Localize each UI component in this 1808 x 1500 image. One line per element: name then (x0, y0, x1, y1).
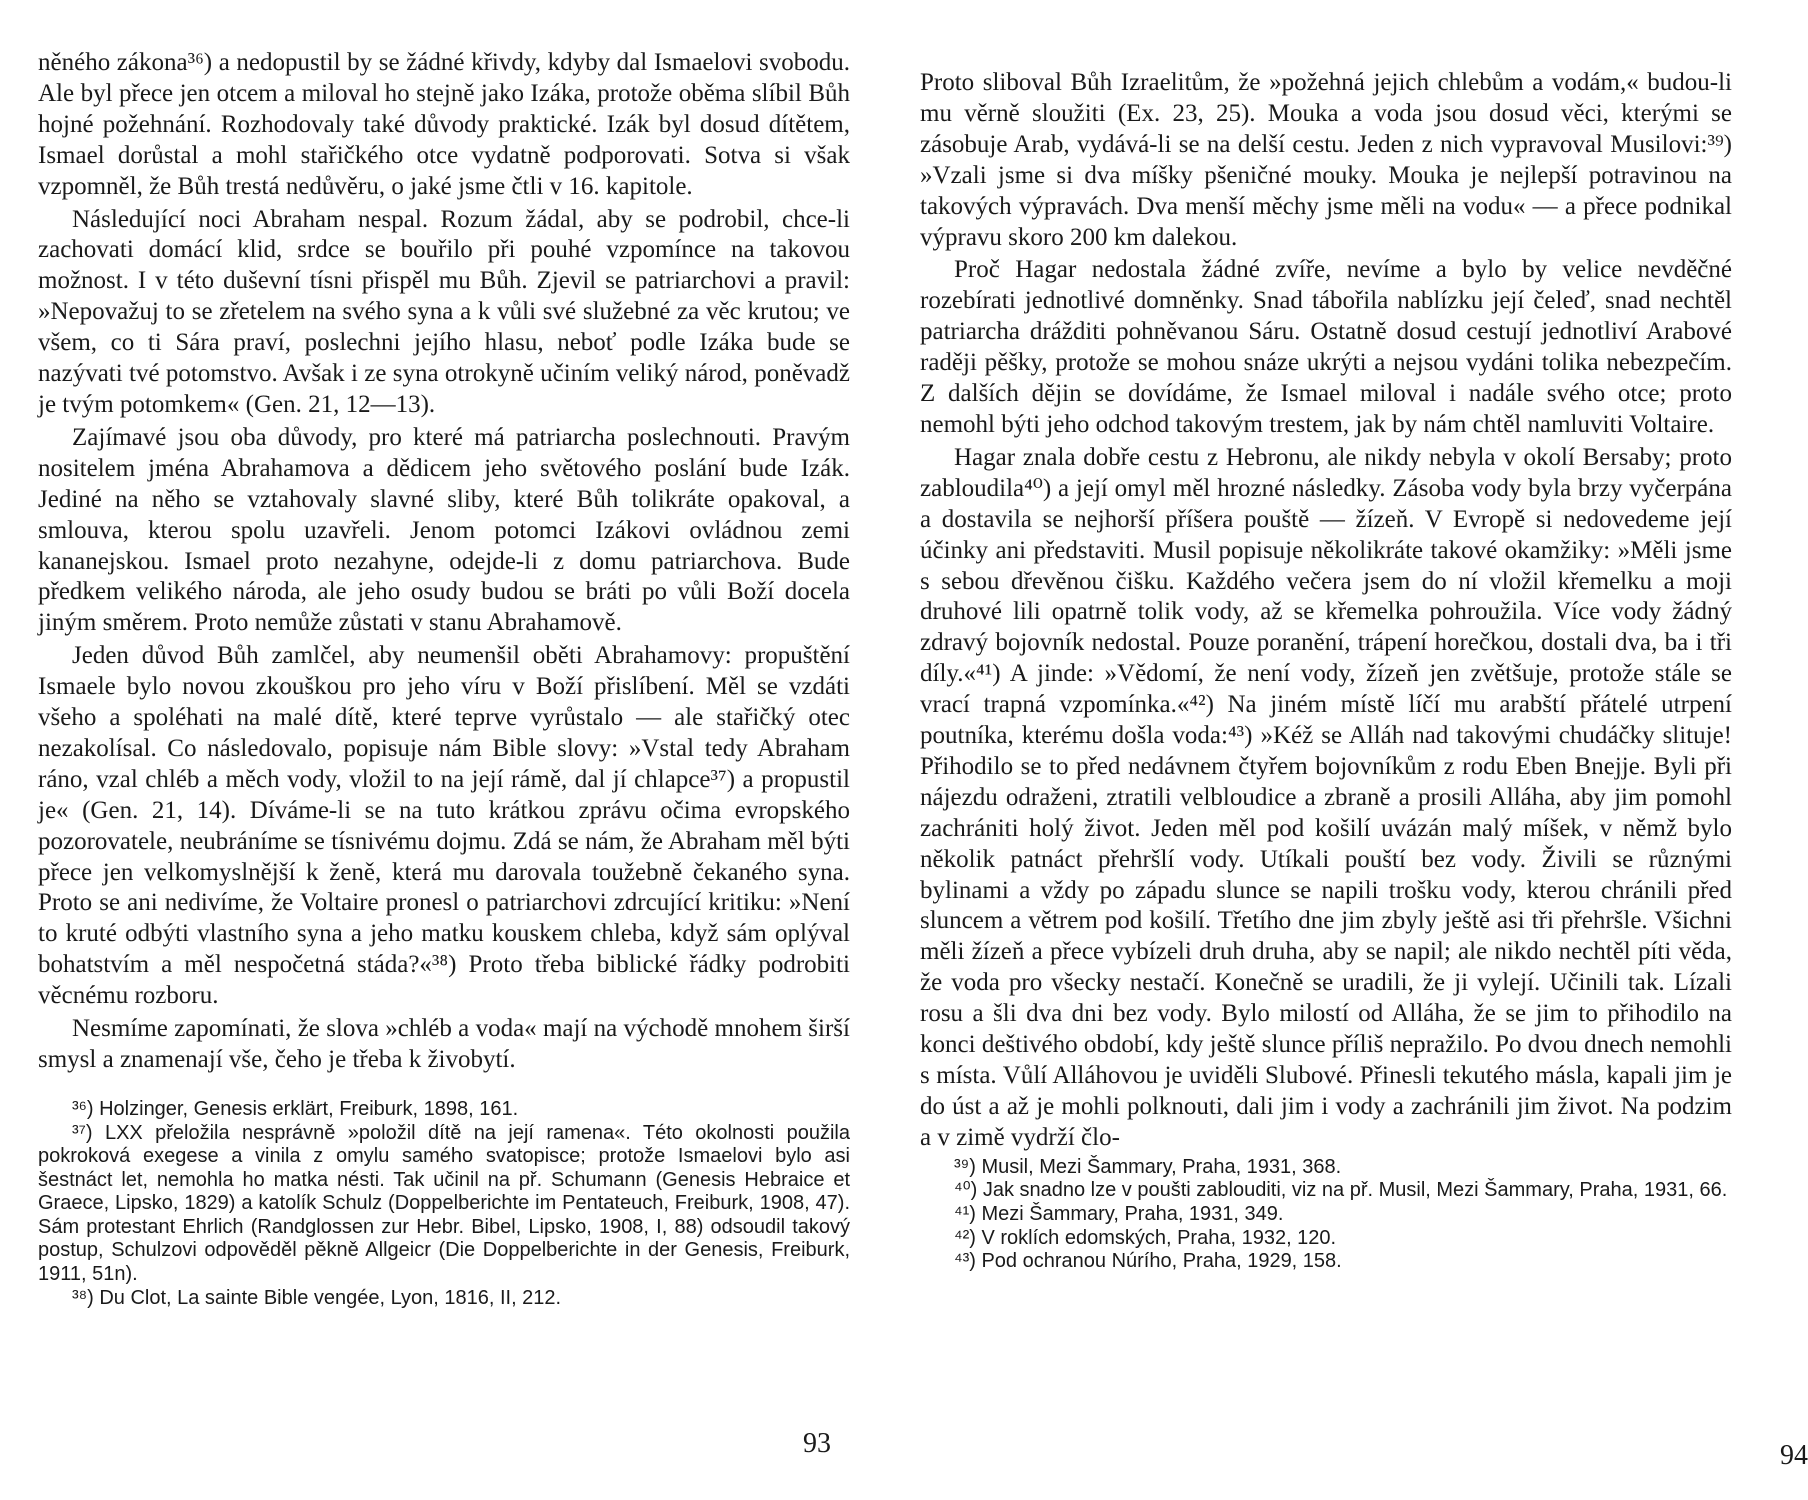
body-paragraph: Následující noci Abraham nespal. Rozum žádal, aby se podrobil, chce-li zachovati domácí klid, srdce se bouřilo při pouhé vzpomínce na takovou možnost. I v této duševní tísni přispěl mu Bůh. Zjevil se patriarchovi a pravil: »Nepovažuj to se zřetelem na svého syna a k vůli své služebné za věc krutou; ve všem, co ti Sára praví, poslechni jejího hlasu, neboť podle Izáka bude se nazývati tvé potomstvo. Avšak i ze syna otrokyně učiním veliký národ, poněvadž je tvým potomkem« (Gen. 21, 12—13). (38, 205, 850, 418)
left-text-column (38, 48, 850, 1310)
footnote: ³⁸) Du Clot, La sainte Bible vengée, Lyon, 1816, II, 212. (72, 1286, 562, 1309)
body-paragraph: Zajímavé jsou oba důvody, pro které má patriarcha poslechnouti. Pravým nositelem jména Abrahamova a dědicem jeho světového poslání bude Izák. Jediné na něho se vztahovaly slavné sliby, které Bůh tolikráte opakoval, a smlouva, kterou spolu uzavřeli. Jenom potomci Izákovi ovládnou zemi kananejskou. Ismael proto nezahyne, odejde-li z domu patriarchova. Bude předkem velikého národa, ale jeho osudy budou se bráti po vůli Boží docela jiným směrem. Proto nemůže zůstati v stanu Abrahamově. (38, 423, 850, 637)
body-paragraph: Proto sliboval Bůh Izraelitům, že »požehná jejich chlebům a vodám,« budou-li mu věrně sloužiti (Ex. 23, 25). Mouka a voda jsou dosud věci, kterými se zásobuje Arab, vydává-li se na delší cestu. Jeden z nich vypravoval Musilovi:³⁹) »Vzali jsme si dva míšky pšeničné mouky. Mouka je nejlepší potravinou na takových výpravách. Dva menší měchy jsme měli na vodu« — a přece podnikal výpravu skoro 200 km dalekou. (920, 69, 1732, 251)
footnotes (920, 1156, 1732, 1274)
body-paragraph: Proč Hagar nedostala žádné zvíře, nevíme a bylo by velice nevděčné rozebírati jednotlivé domněnky. Snad tábořila nablízku její čeleď, snad nechtěl patriarcha drážditi pohněvanou Sáru. Ostatně dosud cestují jednotliví Arabové raději pěšky, protože se mohou snáze ukrýti a nejsou vydáni tolika nebezpečím. Z dalších dějin se dovídáme, že Ismael miloval i nadále svého otce; proto nemohl býti jeho odchod takovým trestem, jak by nám chtěl namluviti Voltaire. (920, 256, 1732, 438)
page-number: 93 (803, 1428, 831, 1459)
footnote: ⁴¹) Mezi Šammary, Praha, 1931, 349. (954, 1202, 1284, 1225)
footnote: ⁴⁰) Jak snadno lze v poušti zablouditi, viz na př. Musil, Mezi Šammary, Praha, 1931, 66. (954, 1179, 1728, 1202)
body-paragraph: něného zákona³⁶) a nedopustil by se žádné křivdy, kdyby dal Ismaelovi svobodu. Ale byl přece jen otcem a miloval ho stejně jako Izáka, protože oběma slíbil Bůh hojné požehnání. Rozhodovaly také důvody praktické. Izák byl dosud dítětem, Ismael dorůstal a mohl stařičkého otce vydatně podporovati. Sotva si však vzpomněl, že Bůh trestá nedůvěru, o jaké jsme čtli v 16. kapitole. (38, 49, 850, 200)
footnote: ³⁷) LXX přeložila nesprávně »položil dítě na její ramena«. Této okolnosti použila pokroková exegese a vinila z omylu samého svatopisce; protože Ismaelovi bylo asi šestnáct let, nemohla ho matka nésti. Tak učinil na př. Schumann (Genesis Hebraice et Graece, Lipsko, 1829) a katolík Schulz (Doppelberichte im Pentateuch, Freiburk, 1908, 47). Sám protestant Ehrlich (Randglossen zur Hebr. Bibel, Lipsko, 1908, I, 88) odsoudil takový postup, Schulzovi odpověděl pěkně Allgeicr (Die Doppelberichte in der Genesis, Freiburk, 1911, 51n). (38, 1121, 850, 1286)
page-number: 94 (1780, 1440, 1808, 1471)
footnote: ⁴²) V roklích edomských, Praha, 1932, 120. (954, 1226, 1337, 1249)
footnote: ³⁹) Musil, Mezi Šammary, Praha, 1931, 368. (954, 1155, 1342, 1178)
footnote: ⁴³) Pod ochranou Núrího, Praha, 1929, 158. (954, 1250, 1342, 1273)
footnotes (38, 1098, 850, 1310)
body-paragraph: Nesmíme zapomínati, že slova »chléb a voda« mají na východě mnohem širší smysl a znamenají vše, čeho je třeba k živobytí. (38, 1015, 850, 1073)
footnote: ³⁶) Holzinger, Genesis erklärt, Freiburk, 1898, 161. (72, 1097, 519, 1120)
right-text-column (920, 68, 1732, 1274)
body-paragraph: Hagar znala dobře cestu z Hebronu, ale nikdy nebyla v okolí Bersaby; proto zabloudila⁴⁰) a její omyl měl hrozné následky. Zásoba vody byla brzy vyčerpána a dostavila se nejhorší příšera pouště — žízeň. V Evropě si nedovedeme její účinky ani představiti. Musil popisuje několikráte takové okamžiky: »Měli jsme s sebou dřevěnou čišku. Každého večera jsem do ní vložil křemelku a moji druhové lili opatrně tolik vody, až se křemelka pohroužila. Více vody žádný zdravý bojovník nedostal. Pouze poranění, trápení horečkou, dostali dva, ba i tři díly.«⁴¹) A jinde: »Vědomí, že není vody, žízeň jen zvětšuje, protože stále se vrací trapná vzpomínka.«⁴²) Na jiném místě líčí mu arabští přátelé utrpení poutníka, kterému došla voda:⁴³) »Kéž se Alláh nad takovými chudáčky slituje! Přihodilo se to před nedávnem čtyřem bojovníkům z rodu Eben Bnejje. Byli při nájezdu odraženi, ztratili velbloudice a zbraně a prosili Alláha, aby jim pomohl zachrániti holý život. Jeden měl pod košilí uvázán malý míšek, v němž bylo několik patnáct přehršlí vody. Utíkali pouští bez vody. Živili se různými bylinami a vždy po západu slunce se napili trošku vody, kterou chránili před sluncem a větrem pod košilí. Třetího dne jim zbyly ještě asi tři přehršle. Všichni měli žízeň a přece vybízeli druh druha, aby se napil; ale nikdo nechtěl píti věda, že voda pro všecky nestačí. Konečně se uradili, že ji vylejí. Učinili tak. Lízali rosu a šli dva dni bez vody. Bylo milostí od Alláha, že se jim to přihodilo na konci deštivého období, kdy ještě slunce příliš nepražilo. Po dvou dnech nemohli s místa. Vůlí Alláhovou je uviděli Slubové. Přinesli tekutého másla, kapali jim je do úst a až je mohli polknouti, dali jim i vody a zachránili jim život. Na podzim a v zimě vydrží člo- (920, 443, 1732, 1151)
body-paragraph: Jeden důvod Bůh zamlčel, aby neumenšil oběti Abrahamovy: propuštění Ismaele bylo novou zkouškou pro jeho víru v Boží přislíbení. Měl se vzdáti všeho a spoléhati na malé dítě, které teprve vyrůstalo — ale stařičký otec nezakolísal. Co následovalo, popisuje nám Bible slovy: »Vstal tedy Abraham ráno, vzal chléb a měch vody, vložil to na její rámě, dal jí chlapce³⁷) a propustil je« (Gen. 21, 14). Díváme-li se na tuto krátkou zprávu očima evropského pozorovatele, neubráníme se tísnivému dojmu. Zdá se nám, že Abraham měl býti přece jen velkomyslnější k ženě, která mu darovala toužebně čekaného syna. Proto se ani nedivíme, že Voltaire pronesl o patriarchovi zdrcující kritiku: »Není to kruté odbýti vlastního syna a jeho matku kouskem chleba, když sám oplýval bohatstvím a měl nespočetná stáda?«³⁸) Proto třeba biblické řádky podrobiti věcnému rozboru. (38, 642, 850, 1010)
